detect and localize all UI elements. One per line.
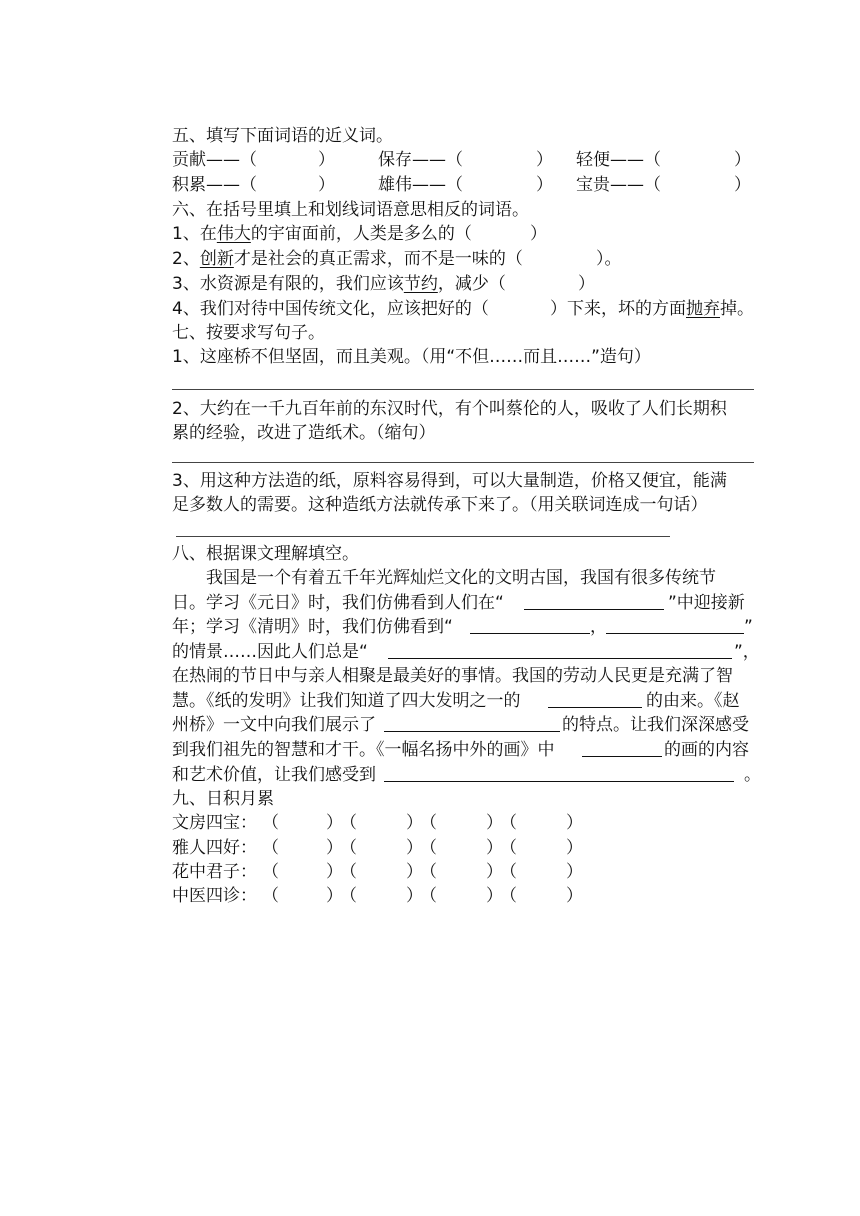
sentence-task-2-line-2: 累的经验，改进了造纸术。（缩句） xyxy=(172,423,436,443)
paren-close: ） xyxy=(406,813,423,833)
paren-open: （ xyxy=(340,886,357,906)
paren-open: （ xyxy=(500,862,517,882)
question-text: 掉。 xyxy=(720,299,754,319)
paren-close: ） xyxy=(326,862,343,882)
paren-open: （ xyxy=(262,838,279,858)
section-5-title: 五、填写下面词语的近义词。 xyxy=(172,126,393,146)
question-text: 3、水资源是有限的，我们应该 xyxy=(172,274,404,294)
answer-line xyxy=(172,462,754,463)
paren-close: ） xyxy=(536,175,553,195)
underlined-word: 节约 xyxy=(403,274,438,294)
synonym-word: 宝贵——（ xyxy=(576,175,661,195)
paren-open: （ xyxy=(420,838,437,858)
question-text: 1、在 xyxy=(172,224,217,244)
paren-open: （ xyxy=(262,862,279,882)
passage-line: 的画的内容 xyxy=(664,740,749,760)
paren-close: ） xyxy=(486,838,503,858)
antonym-question-4 xyxy=(172,297,489,321)
passage-line: ”， xyxy=(734,642,760,662)
paren-open: （ xyxy=(500,813,517,833)
paren-close: ） xyxy=(578,274,595,294)
paren-close: ） xyxy=(326,813,343,833)
paren-close: ） xyxy=(486,886,503,906)
fill-blank[interactable] xyxy=(384,781,734,782)
passage-line: 在热闹的节日中与亲人相聚是最美好的事情。我国的劳动人民更是充满了智 xyxy=(172,666,733,686)
fill-blank[interactable] xyxy=(548,707,642,708)
paren-close: ） xyxy=(318,150,335,170)
underlined-word: 抛弃 xyxy=(686,299,720,319)
fill-blank[interactable] xyxy=(384,731,560,732)
section-6-title: 六、在括号里填上和划线词语意思相反的词语。 xyxy=(172,200,529,220)
sentence-task-3-line-2: 足多数人的需要。这种造纸方法就传承下来了。（用关联词连成一句话） xyxy=(172,495,708,515)
paren-close: ） xyxy=(406,838,423,858)
passage-line: ”中迎接新 xyxy=(668,593,745,613)
paren-open: （ xyxy=(340,813,357,833)
paren-close: ） xyxy=(566,862,583,882)
passage-line: 慧。《纸的发明》让我们知道了四大发明之一的 xyxy=(172,691,521,711)
passage-line: 到我们祖先的智慧和才干。《一幅名扬中外的画》中 xyxy=(172,740,555,760)
antonym-question-3 xyxy=(172,272,506,296)
question-text: 才是社会的真正需求，而不是一味的（ xyxy=(233,249,523,269)
paren-open: （ xyxy=(340,838,357,858)
answer-line xyxy=(176,536,670,537)
paren-close: ） xyxy=(406,886,423,906)
paren-open: （ xyxy=(420,886,437,906)
section-9-title: 九、日积月累 xyxy=(172,789,274,809)
paren-open: （ xyxy=(500,838,517,858)
paren-open: （ xyxy=(262,886,279,906)
synonym-word: 贡献——（ xyxy=(172,150,257,170)
synonym-word: 轻便——（ xyxy=(576,150,661,170)
sentence-task-1: 1、这座桥不但坚固，而且美观。（用“不但……而且……”造句） xyxy=(172,347,651,367)
question-text: 2、 xyxy=(172,249,200,269)
antonym-question-2 xyxy=(172,247,523,271)
paren-close: ） xyxy=(486,813,503,833)
section-7-title: 七、按要求写句子。 xyxy=(172,323,325,343)
paren-open: （ xyxy=(340,862,357,882)
fill-blank[interactable] xyxy=(388,658,732,659)
fill-blank[interactable] xyxy=(582,756,662,757)
question-text: ）下来，坏的方面 xyxy=(550,299,686,319)
passage-line: 的情景……因此人们总是“ xyxy=(172,642,368,662)
passage-line: 。 xyxy=(744,765,761,785)
sentence-task-2-line-1: 2、大约在一千九百年前的东汉时代，有个叫蔡伦的人，吸收了人们长期积 xyxy=(172,399,727,419)
passage-line: 州桥》一文中向我们展示了 xyxy=(172,715,376,735)
question-text: 的宇宙面前，人类是多么的（ xyxy=(250,224,472,244)
paren-close: ） xyxy=(566,886,583,906)
answer-line xyxy=(172,389,754,390)
paren-close: ） xyxy=(318,175,335,195)
paren-close: ） xyxy=(734,175,751,195)
sentence-task-3-line-1: 3、用这种方法造的纸，原料容易得到，可以大量制造，价格又便宜，能满 xyxy=(172,471,727,491)
paren-close: ） xyxy=(566,813,583,833)
paren-open: （ xyxy=(500,886,517,906)
question-text: 4、我们对待中国传统文化，应该把好的（ xyxy=(172,299,489,319)
passage-line: 和艺术价值，让我们感受到 xyxy=(172,765,376,785)
paren-open: （ xyxy=(420,862,437,882)
fill-blank[interactable] xyxy=(606,633,744,634)
paren-close: ） xyxy=(566,838,583,858)
fill-blank[interactable] xyxy=(470,633,590,634)
paren-close: ） xyxy=(326,886,343,906)
antonym-question-1 xyxy=(172,222,472,246)
paren-close: ） xyxy=(530,224,547,244)
underlined-word: 伟大 xyxy=(216,224,251,244)
synonym-word: 保存——（ xyxy=(378,150,463,170)
paren-close: ）。 xyxy=(596,249,622,269)
paren-close: ） xyxy=(326,838,343,858)
row-label: 雅人四好： xyxy=(172,838,257,858)
underlined-word: 创新 xyxy=(199,249,234,269)
fill-blank[interactable] xyxy=(524,609,664,610)
paren-open: （ xyxy=(262,813,279,833)
antonym-question-4-tail xyxy=(550,297,754,321)
section-8-title: 八、根据课文理解填空。 xyxy=(172,544,359,564)
synonym-word: 积累——（ xyxy=(172,175,257,195)
passage-line: 年；学习《清明》时，我们仿佛看到“ xyxy=(172,617,453,637)
paren-close: ） xyxy=(734,150,751,170)
row-label: 花中君子： xyxy=(172,862,257,882)
row-label: 中医四诊： xyxy=(172,886,257,906)
passage-line: 我国是一个有着五千年光辉灿烂文化的文明古国，我国有很多传统节 xyxy=(206,568,716,588)
passage-comma: ， xyxy=(590,617,607,637)
passage-line: 的特点。让我们深深感受 xyxy=(562,715,749,735)
passage-line: 的由来。《赵 xyxy=(646,691,740,711)
row-label: 文房四宝： xyxy=(172,813,257,833)
passage-quote: ” xyxy=(744,617,753,637)
synonym-word: 雄伟——（ xyxy=(378,175,463,195)
passage-line: 日。学习《元日》时，我们仿佛看到人们在“ xyxy=(172,593,504,613)
question-text: ，减少（ xyxy=(437,274,506,294)
paren-close: ） xyxy=(486,862,503,882)
paren-close: ） xyxy=(536,150,553,170)
paren-close: ） xyxy=(406,862,423,882)
paren-open: （ xyxy=(420,813,437,833)
